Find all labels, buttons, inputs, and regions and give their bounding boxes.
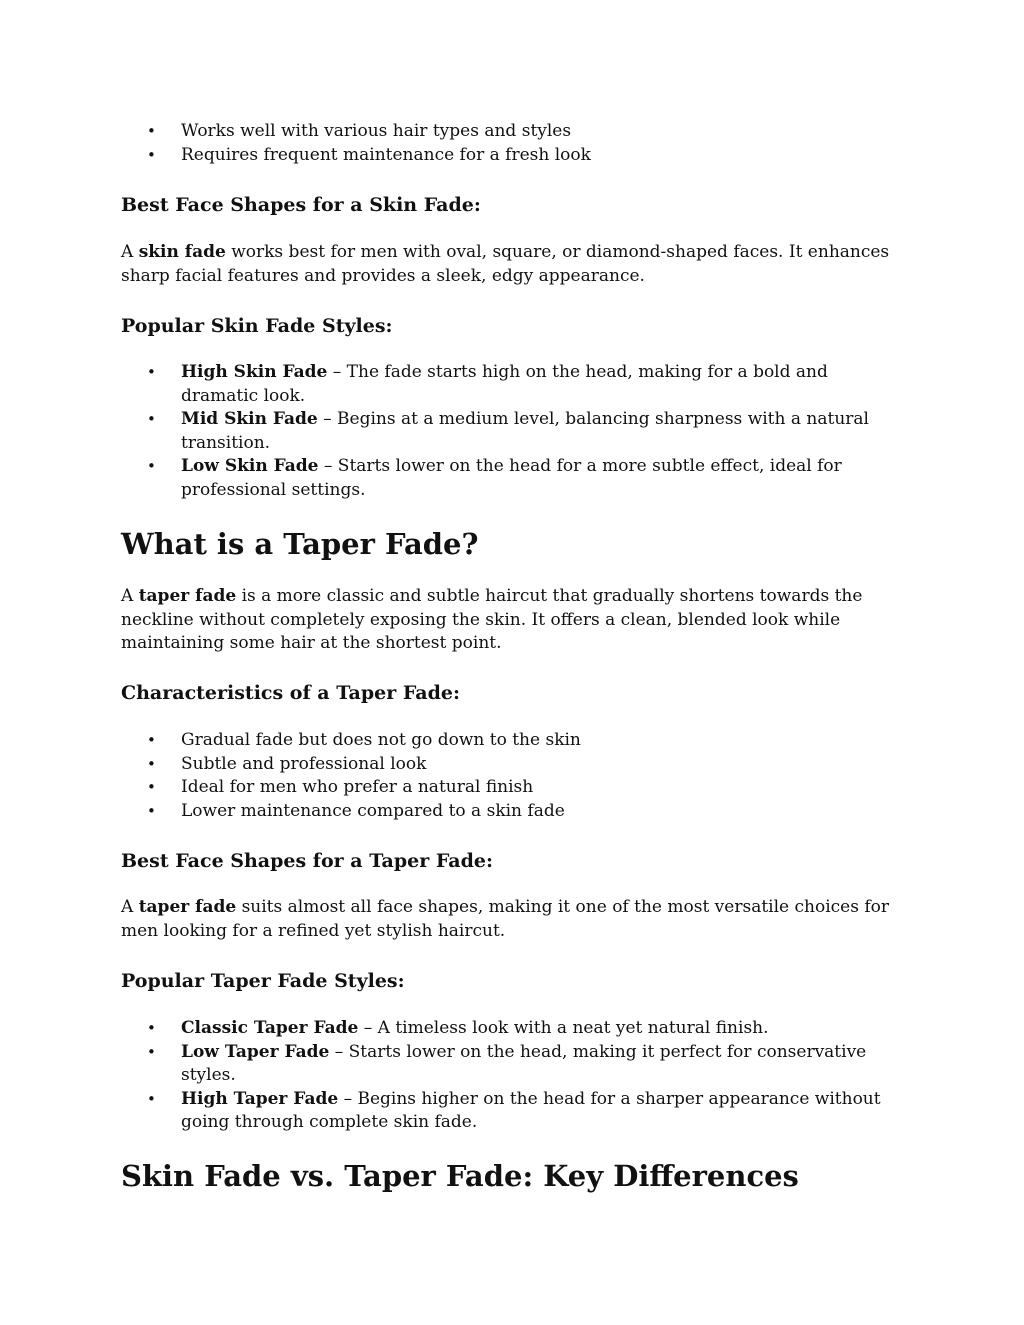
- list-item: • Works well with various hair types and styles: [121, 120, 901, 144]
- list-item: • Gradual fade but does not go down to the skin: [121, 729, 901, 753]
- key-differences-title: Skin Fade vs. Taper Fade: Key Differences: [121, 1159, 799, 1193]
- list-item: • Lower maintenance compared to a skin fade: [121, 800, 901, 824]
- taper-styles-list: [121, 1017, 901, 1135]
- skin-styles-list: [121, 361, 901, 502]
- taper-styles-heading: Popular Taper Fade Styles:: [121, 970, 405, 992]
- taper-characteristics-list: [121, 729, 901, 823]
- skin-fade-term: skin fade: [138, 242, 226, 262]
- list-item: • Mid Skin Fade – Begins at a medium level, balancing sharpness with a natural transition.: [121, 408, 901, 455]
- taper-face-shapes-paragraph: A taper fade suits almost all face shapes, making it one of the most versatile choices for men looking for a refined yet stylish haircut.: [121, 897, 890, 941]
- skin-face-shapes-heading: Best Face Shapes for a Skin Fade:: [121, 194, 481, 216]
- list-item: • High Skin Fade – The fade starts high on the head, making for a bold and dramatic look.: [121, 361, 901, 408]
- skin-styles-heading: Popular Skin Fade Styles:: [121, 315, 393, 337]
- skin-fade-traits-list: [121, 120, 901, 167]
- taper-characteristics-heading: Characteristics of a Taper Fade:: [121, 682, 460, 704]
- list-item: • Requires frequent maintenance for a fresh look: [121, 144, 901, 168]
- taper-face-shapes-heading: Best Face Shapes for a Taper Fade:: [121, 850, 493, 872]
- taper-fade-term: taper fade: [138, 586, 237, 606]
- list-item: • Low Taper Fade – Starts lower on the head, making it perfect for conservative styles.: [121, 1041, 901, 1088]
- taper-fade-paragraph: A taper fade is a more classic and subtle haircut that gradually shortens towards the neckline without completely exposing the skin. It offers a clean, blended look while maintaining some hair at the shortest point.: [121, 586, 863, 653]
- taper-fade-term: taper fade: [138, 897, 237, 917]
- skin-face-shapes-paragraph: A skin fade works best for men with oval, square, or diamond-shaped faces. It enhances sharp facial features and provides a sleek, edgy appearance.: [121, 242, 890, 286]
- list-item: • Ideal for men who prefer a natural finish: [121, 776, 901, 800]
- list-item: • Low Skin Fade – Starts lower on the head for a more subtle effect, ideal for professional settings.: [121, 455, 901, 502]
- taper-fade-title: What is a Taper Fade?: [121, 527, 479, 561]
- list-item: • Classic Taper Fade – A timeless look with a neat yet natural finish.: [121, 1017, 901, 1041]
- list-item: • Subtle and professional look: [121, 753, 901, 777]
- list-item: • High Taper Fade – Begins higher on the head for a sharper appearance without going through complete skin fade.: [121, 1088, 901, 1135]
